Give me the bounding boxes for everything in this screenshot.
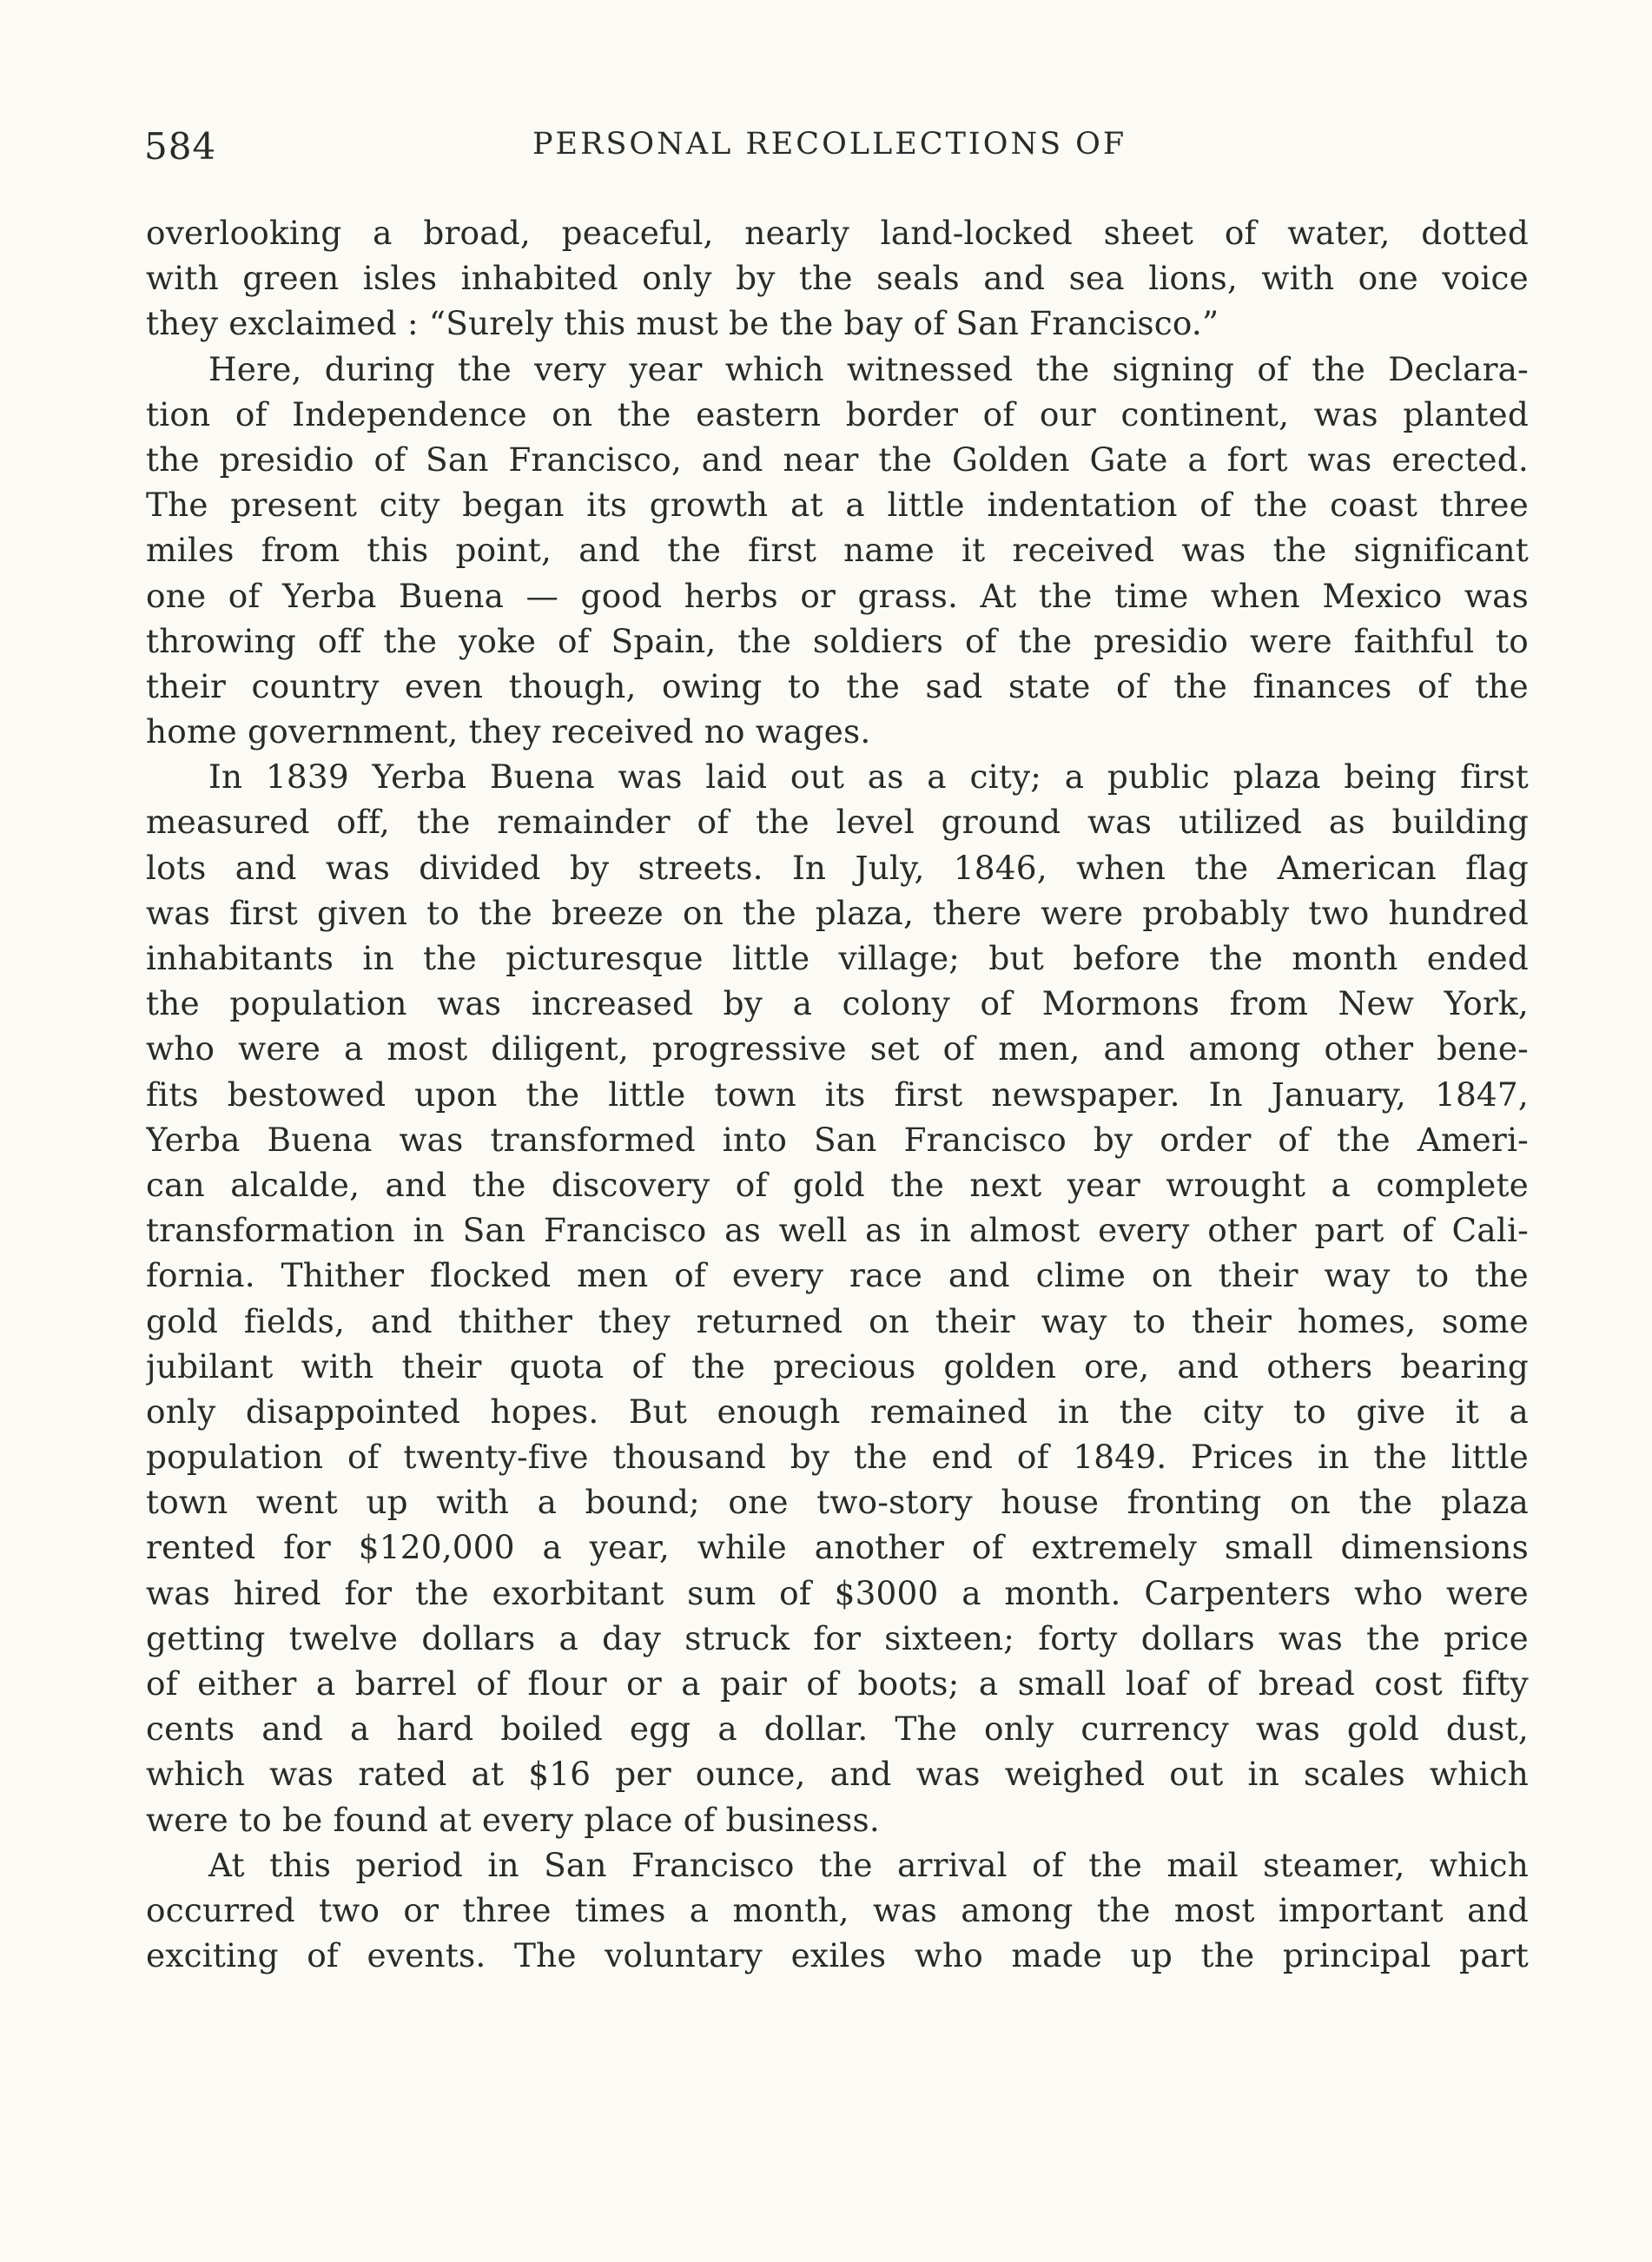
text-line: jubilant with their quota of the precious golden ore, and others bearing <box>146 1346 1529 1386</box>
text-line: home government, they received no wages. <box>146 712 871 751</box>
text-line: were to be found at every place of business. <box>146 1800 880 1839</box>
text-line: who were a most diligent, progressive set of men, and among other bene- <box>146 1029 1529 1068</box>
text-line: At this period in San Francisco the arrival of the mail steamer, which <box>208 1845 1529 1884</box>
text-line: gold fields, and thither they returned on their way to their homes, some <box>146 1301 1529 1340</box>
text-line: they exclaimed : “Surely this must be the bay of San Francisco.” <box>146 304 1219 343</box>
text-line: the population was increased by a colony of Mormons from New York, <box>146 984 1529 1023</box>
text-line: lots and was divided by streets. In July, 1846, when the American flag <box>146 848 1529 887</box>
text-line: The present city began its growth at a little indentation of the coast three <box>146 486 1529 525</box>
text-line: rented for $120,000 a year, while another of extremely small dimensions <box>146 1528 1529 1567</box>
body-text <box>146 210 1529 1978</box>
text-line: throwing off the yoke of Spain, the soldiers of the presidio were faithful to <box>146 621 1529 660</box>
text-line: was first given to the breeze on the plaza, there were probably two hundred <box>146 893 1529 932</box>
text-line: Here, during the very year which witnessed the signing of the Declara- <box>208 349 1529 388</box>
text-line: transformation in San Francisco as well as in almost every other part of Cali- <box>146 1211 1529 1250</box>
page-number: 584 <box>144 125 217 168</box>
text-line: In 1839 Yerba Buena was laid out as a city; a public plaza being first <box>208 757 1529 797</box>
text-line: miles from this point, and the first name it received was the significant <box>146 531 1529 570</box>
text-line: measured off, the remainder of the level ground was utilized as building <box>146 803 1529 842</box>
text-line: cents and a hard boiled egg a dollar. The only currency was gold dust, <box>146 1710 1529 1749</box>
text-line: exciting of events. The voluntary exiles who made up the principal part <box>146 1936 1529 1975</box>
text-line: fits bestowed upon the little town its first newspaper. In January, 1847, <box>146 1075 1529 1114</box>
text-line: which was rated at $16 per ounce, and was weighed out in scales which <box>146 1755 1529 1794</box>
text-line: occurred two or three times a month, was among the most important and <box>146 1890 1529 1929</box>
text-line: population of twenty-five thousand by the end of 1849. Prices in the little <box>146 1438 1529 1477</box>
text-line: tion of Independence on the eastern border of our continent, was planted <box>146 394 1529 433</box>
text-line: one of Yerba Buena — good herbs or grass. At the time when Mexico was <box>146 576 1529 615</box>
text-line: their country even though, owing to the sad state of the finances of the <box>146 666 1529 705</box>
text-line: fornia. Thither flocked men of every race and clime on their way to the <box>146 1256 1529 1295</box>
text-line: the presidio of San Francisco, and near the Golden Gate a fort was erected. <box>146 440 1529 479</box>
page-header <box>137 116 1527 169</box>
text-line: getting twelve dollars a day struck for sixteen; forty dollars was the price <box>146 1618 1529 1657</box>
text-line: was hired for the exorbitant sum of $3000 a month. Carpenters who were <box>146 1573 1529 1612</box>
text-line: of either a barrel of flour or a pair of boots; a small loaf of bread cost fifty <box>146 1664 1529 1703</box>
text-line: can alcalde, and the discovery of gold the next year wrought a complete <box>146 1165 1529 1204</box>
running-head: PERSONAL RECOLLECTIONS OF <box>532 127 1127 162</box>
text-line: town went up with a bound; one two-story house fronting on the plaza <box>146 1483 1529 1522</box>
text-line: inhabitants in the picturesque little village; but before the month ended <box>146 939 1529 977</box>
text-line: overlooking a broad, peaceful, nearly land-locked sheet of water, dotted <box>146 214 1529 252</box>
text-line: Yerba Buena was transformed into San Francisco by order of the Ameri- <box>146 1120 1529 1159</box>
text-line: only disappointed hopes. But enough remained in the city to give it a <box>146 1392 1529 1431</box>
text-line: with green isles inhabited only by the seals and sea lions, with one voice <box>146 259 1529 298</box>
